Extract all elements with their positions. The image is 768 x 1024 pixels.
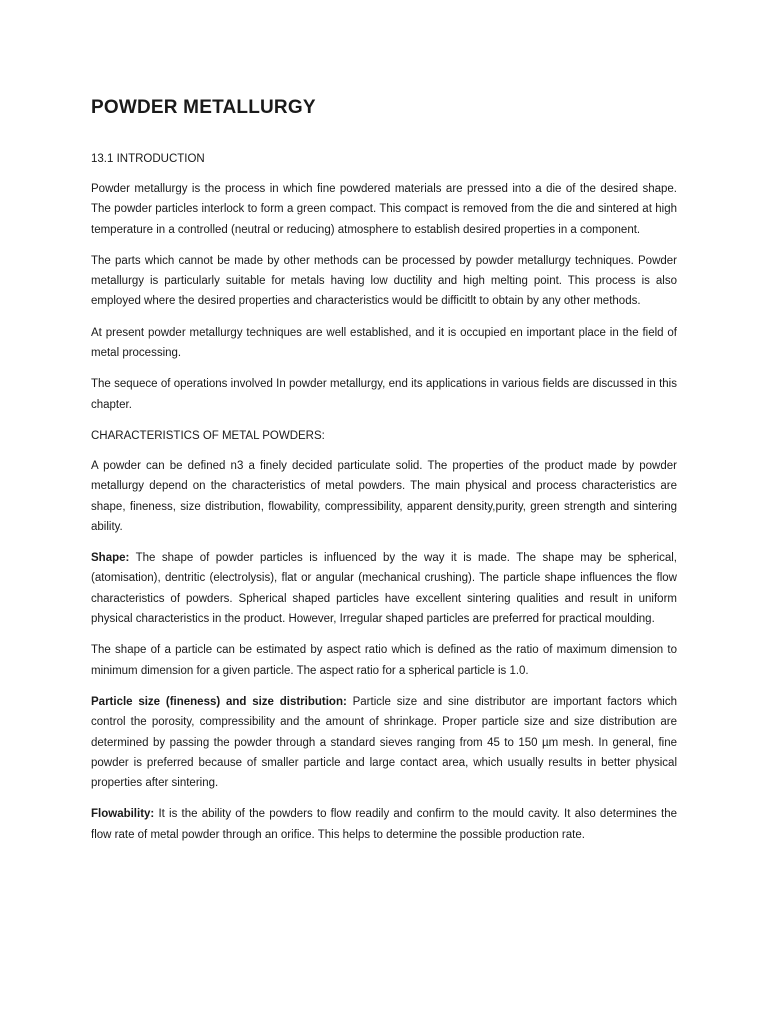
paragraph-intro-4: The sequece of operations involved In powder metallurgy, end its applications in various fields are discussed in this chapter. [91, 378, 677, 411]
characteristics-heading: CHARACTERISTICS OF METAL POWDERS: [91, 429, 325, 442]
flowability-paragraph [91, 804, 677, 845]
aspect-ratio-paragraph: The shape of a particle can be estimated by aspect ratio which is defined as the ratio of maximum dimension to minimum dimension for a given particle. The aspect ratio for a spherical particle is 1.0. [91, 644, 677, 677]
particle-size-label: Particle size (fineness) and size distribution: [91, 695, 347, 708]
paragraph-intro-3: At present powder metallurgy techniques are well established, and it is occupied en important place in the field of metal processing. [91, 326, 677, 360]
shape-label: Shape: [91, 552, 130, 565]
particle-size-paragraph [91, 692, 677, 793]
shape-paragraph [91, 548, 677, 629]
particle-size-text: Particle size and sine distributor are important factors which control the porosity, compressibility and the amount of shrinkage. Proper particle size and size distribution are determined by passing the powder through a standard sieves ranging from 45 to 150 µm mesh. In general, fine powder is preferred because of smaller particle and large contact area, which usually results in better physical properties after sintering. [91, 695, 677, 790]
shape-text: The shape of powder particles is influenced by the way it is made. The shape may be spherical, (atomisation), dentritic (electrolysis), flat or angular (mechanical crushing). The particle shape influences the flow characteristics of powders. Spherical shaped particles have excellent sintering qualities and result in uniform physical characteristics in the product. However, Irregular shaped particles are preferred for practical moulding. [91, 552, 677, 626]
flowability-text: It is the ability of the powders to flow readily and confirm to the mould cavity. It also determines the flow rate of metal powder through an orifice. This helps to determine the possible production rate. [91, 808, 677, 841]
paragraph-intro-2: The parts which cannot be made by other methods can be processed by powder metallurgy techniques. Powder metallurgy is particularly suitable for metals having low ductility and high melting point. This process is also employed where the desired properties and characteristics would be difficitlt to obtain by any other methods. [91, 254, 677, 308]
section-heading: 13.1 INTRODUCTION [91, 153, 205, 165]
characteristics-intro: A powder can be defined n3 a finely decided particulate solid. The properties of the product made by powder metallurgy depend on the characteristics of metal powders. The main physical and process characteristics are shape, fineness, size distribution, flowability, compressibility, apparent density,purity, green strength and sintering ability. [91, 459, 677, 533]
document-page [91, 88, 677, 856]
flowability-label: Flowability: [91, 808, 155, 821]
page-title: POWDER METALLURGY [91, 97, 316, 118]
paragraph-intro-1: Powder metallurgy is the process in which fine powdered materials are pressed into a die of the desired shape. The powder particles interlock to form a green compact. This compact is removed from the die and sintered at high temperature in a controlled (neutral or reducing) atmosphere to establish desired properties in a component. [91, 183, 677, 236]
